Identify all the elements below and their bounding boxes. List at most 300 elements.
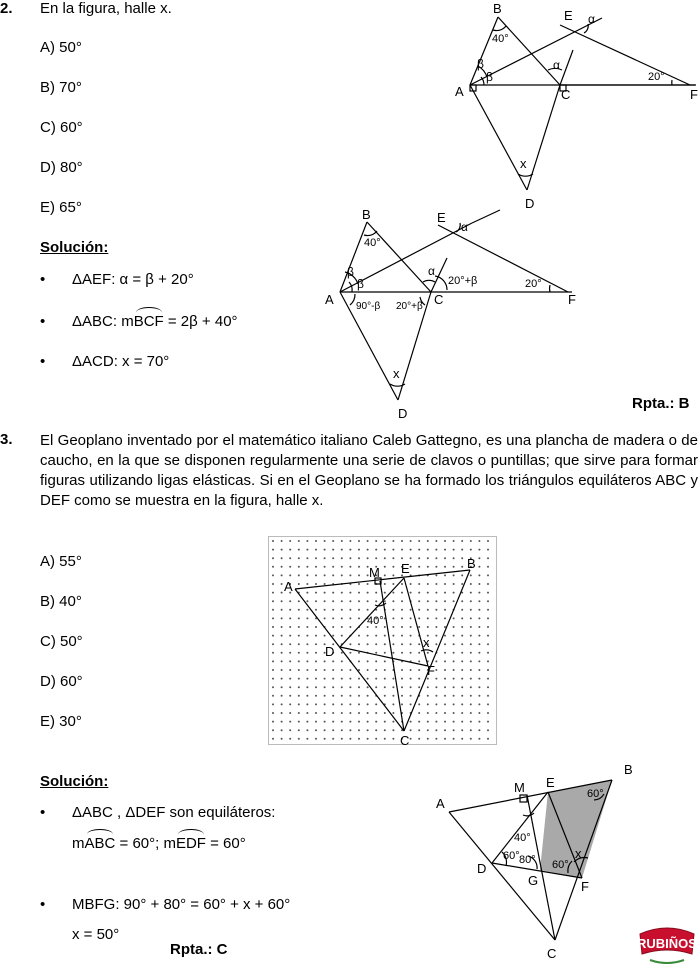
peg <box>444 583 446 585</box>
peg <box>384 574 386 576</box>
peg <box>461 695 463 697</box>
peg <box>315 712 317 714</box>
peg <box>487 652 489 654</box>
peg <box>392 721 394 723</box>
peg <box>341 669 343 671</box>
peg <box>341 712 343 714</box>
peg <box>392 557 394 559</box>
peg <box>341 574 343 576</box>
peg <box>410 540 412 542</box>
peg <box>478 600 480 602</box>
peg <box>315 609 317 611</box>
peg <box>392 617 394 619</box>
option-d: D) 60° <box>40 673 83 690</box>
peg <box>298 686 300 688</box>
peg <box>461 574 463 576</box>
peg <box>435 643 437 645</box>
peg <box>384 540 386 542</box>
peg <box>332 600 334 602</box>
geometry-figure-3 <box>430 760 650 965</box>
peg <box>470 686 472 688</box>
peg <box>435 695 437 697</box>
solution-title: Solución: <box>40 239 109 256</box>
peg <box>461 635 463 637</box>
peg <box>272 695 274 697</box>
peg <box>453 703 455 705</box>
peg <box>453 652 455 654</box>
peg <box>332 712 334 714</box>
peg <box>384 592 386 594</box>
peg <box>324 540 326 542</box>
label-A: A <box>436 796 445 811</box>
peg <box>470 617 472 619</box>
peg <box>272 617 274 619</box>
peg <box>401 592 403 594</box>
peg <box>298 626 300 628</box>
peg <box>427 695 429 697</box>
peg <box>487 721 489 723</box>
peg <box>349 609 351 611</box>
peg <box>453 600 455 602</box>
peg <box>435 600 437 602</box>
peg <box>444 712 446 714</box>
peg <box>418 721 420 723</box>
label-C: C <box>547 946 557 961</box>
peg <box>298 600 300 602</box>
peg <box>435 574 437 576</box>
label-A: A <box>284 579 293 594</box>
peg <box>401 686 403 688</box>
peg <box>289 660 291 662</box>
peg <box>367 721 369 723</box>
peg <box>289 643 291 645</box>
peg <box>306 738 308 740</box>
peg <box>470 549 472 551</box>
peg <box>410 566 412 568</box>
peg <box>306 540 308 542</box>
peg <box>435 678 437 680</box>
angle-40: 40° <box>367 615 384 627</box>
peg <box>461 540 463 542</box>
peg <box>272 626 274 628</box>
peg <box>427 557 429 559</box>
peg <box>298 721 300 723</box>
peg <box>418 643 420 645</box>
peg <box>478 566 480 568</box>
peg <box>401 643 403 645</box>
peg <box>478 712 480 714</box>
peg <box>289 617 291 619</box>
option-a: A) 55° <box>40 553 82 570</box>
peg <box>306 609 308 611</box>
peg <box>418 678 420 680</box>
label-B: B <box>467 556 476 571</box>
solution-step-1: ΔAEF: α = β + 20° <box>72 271 194 288</box>
peg <box>324 635 326 637</box>
angle-beta: β <box>477 57 484 71</box>
peg <box>315 540 317 542</box>
peg <box>324 592 326 594</box>
peg <box>478 695 480 697</box>
angle-40: 40° <box>364 237 381 249</box>
peg <box>272 540 274 542</box>
peg <box>384 652 386 654</box>
peg <box>332 566 334 568</box>
peg <box>358 712 360 714</box>
peg <box>298 678 300 680</box>
peg <box>435 729 437 731</box>
peg <box>349 678 351 680</box>
peg <box>298 643 300 645</box>
peg <box>392 729 394 731</box>
peg <box>375 643 377 645</box>
peg <box>289 557 291 559</box>
peg <box>418 729 420 731</box>
peg <box>341 660 343 662</box>
solution-step: • <box>40 353 46 370</box>
peg <box>384 660 386 662</box>
peg <box>324 703 326 705</box>
angle-alpha: α <box>461 220 468 234</box>
option-b: B) 70° <box>40 79 82 96</box>
peg <box>367 738 369 740</box>
peg <box>281 643 283 645</box>
peg <box>358 592 360 594</box>
arc-notation: BCF <box>133 313 164 330</box>
peg <box>427 600 429 602</box>
peg <box>324 574 326 576</box>
peg <box>281 678 283 680</box>
peg <box>341 678 343 680</box>
peg <box>358 600 360 602</box>
peg <box>444 721 446 723</box>
angle-beta: β <box>357 277 364 291</box>
peg <box>478 660 480 662</box>
peg <box>401 583 403 585</box>
publisher-logo <box>636 918 698 970</box>
peg <box>332 617 334 619</box>
peg <box>453 566 455 568</box>
peg <box>298 574 300 576</box>
peg <box>281 695 283 697</box>
peg <box>324 600 326 602</box>
peg <box>289 738 291 740</box>
peg <box>487 626 489 628</box>
peg <box>306 703 308 705</box>
peg <box>392 695 394 697</box>
peg <box>375 600 377 602</box>
label-E: E <box>401 561 410 576</box>
peg <box>401 626 403 628</box>
label-B: B <box>624 762 633 777</box>
peg <box>272 566 274 568</box>
angle-x: x <box>423 635 430 650</box>
label-A: A <box>455 84 464 99</box>
peg <box>341 652 343 654</box>
peg <box>298 660 300 662</box>
question-paragraph: El Geoplano inventado por el matemático italiano Caleb Gattegno, es una plancha de madera o de caucho, en la que se disponen regularmente una serie de clavos o puntillas; que sirve para formar figuras utilizando ligas elásticas. Si en el Geoplano se ha formado los triángulos equiláteros ABC y DEF como se muestra en la figura, halle x. <box>40 432 698 509</box>
peg <box>315 566 317 568</box>
peg <box>315 635 317 637</box>
peg <box>427 609 429 611</box>
peg <box>324 557 326 559</box>
peg <box>478 678 480 680</box>
peg <box>444 540 446 542</box>
peg <box>384 566 386 568</box>
peg <box>487 557 489 559</box>
peg <box>306 643 308 645</box>
peg <box>315 729 317 731</box>
peg <box>332 686 334 688</box>
peg <box>392 574 394 576</box>
peg <box>470 678 472 680</box>
peg <box>289 574 291 576</box>
solution-step-1: ΔABC , ΔDEF son equiláteros: <box>72 804 276 821</box>
peg <box>349 592 351 594</box>
peg <box>470 609 472 611</box>
peg <box>289 600 291 602</box>
peg <box>392 635 394 637</box>
answer: Rpta.: B <box>632 395 690 412</box>
peg <box>367 609 369 611</box>
peg <box>470 712 472 714</box>
peg <box>427 652 429 654</box>
peg <box>341 609 343 611</box>
peg <box>427 729 429 731</box>
peg <box>392 592 394 594</box>
peg <box>410 635 412 637</box>
peg <box>461 686 463 688</box>
peg <box>444 574 446 576</box>
peg <box>324 738 326 740</box>
peg <box>341 703 343 705</box>
angle-beta: β <box>486 70 493 84</box>
peg <box>298 703 300 705</box>
peg <box>341 592 343 594</box>
peg <box>461 660 463 662</box>
peg <box>306 574 308 576</box>
angle-20: 20° <box>525 278 542 290</box>
answer: Rpta.: C <box>170 941 228 958</box>
peg <box>461 626 463 628</box>
peg <box>470 695 472 697</box>
peg <box>427 566 429 568</box>
peg <box>427 703 429 705</box>
peg <box>487 695 489 697</box>
peg <box>410 549 412 551</box>
peg <box>358 652 360 654</box>
peg <box>418 652 420 654</box>
geoplano-figure <box>268 536 498 746</box>
peg <box>418 540 420 542</box>
peg <box>470 738 472 740</box>
peg <box>349 600 351 602</box>
peg <box>332 721 334 723</box>
peg <box>444 652 446 654</box>
peg <box>418 626 420 628</box>
peg <box>435 617 437 619</box>
peg <box>461 617 463 619</box>
peg <box>401 695 403 697</box>
peg <box>478 557 480 559</box>
peg <box>315 549 317 551</box>
peg <box>298 609 300 611</box>
peg <box>324 669 326 671</box>
peg <box>315 686 317 688</box>
peg <box>341 635 343 637</box>
peg <box>358 583 360 585</box>
peg <box>453 738 455 740</box>
peg <box>487 617 489 619</box>
peg <box>341 695 343 697</box>
peg <box>384 738 386 740</box>
solution-step-3: ΔACD: x = 70° <box>72 353 170 370</box>
peg <box>341 540 343 542</box>
peg <box>324 566 326 568</box>
peg <box>349 617 351 619</box>
peg <box>332 609 334 611</box>
label-B: B <box>493 1 502 16</box>
peg <box>410 738 412 740</box>
peg <box>410 583 412 585</box>
geometry-figure-2 <box>320 205 620 422</box>
peg <box>289 678 291 680</box>
peg <box>478 703 480 705</box>
peg <box>427 583 429 585</box>
peg <box>461 703 463 705</box>
peg <box>367 540 369 542</box>
peg <box>418 669 420 671</box>
peg <box>349 712 351 714</box>
angle-x: x <box>575 846 582 861</box>
peg <box>461 643 463 645</box>
peg <box>358 557 360 559</box>
peg <box>435 583 437 585</box>
peg <box>461 600 463 602</box>
peg <box>375 549 377 551</box>
peg <box>384 729 386 731</box>
peg <box>401 703 403 705</box>
peg <box>289 669 291 671</box>
peg <box>349 540 351 542</box>
peg <box>478 574 480 576</box>
peg <box>453 721 455 723</box>
peg <box>341 626 343 628</box>
peg <box>461 669 463 671</box>
peg <box>324 609 326 611</box>
peg <box>444 549 446 551</box>
peg <box>298 652 300 654</box>
peg <box>392 549 394 551</box>
peg <box>435 557 437 559</box>
option-a: A) 50° <box>40 39 82 56</box>
angle-60: 60° <box>587 788 604 800</box>
option-c: C) 60° <box>40 119 83 136</box>
peg <box>384 678 386 680</box>
angle-60: 60° <box>552 859 569 871</box>
angle-alpha: α <box>428 264 435 278</box>
peg <box>315 600 317 602</box>
peg <box>410 592 412 594</box>
peg <box>401 617 403 619</box>
peg <box>461 729 463 731</box>
peg <box>289 540 291 542</box>
peg <box>349 549 351 551</box>
peg <box>418 617 420 619</box>
peg <box>332 678 334 680</box>
peg <box>444 738 446 740</box>
label-F: F <box>568 292 576 307</box>
peg <box>349 557 351 559</box>
label-F: F <box>427 663 435 678</box>
peg <box>306 592 308 594</box>
peg <box>453 617 455 619</box>
peg <box>384 643 386 645</box>
peg <box>298 540 300 542</box>
peg <box>306 626 308 628</box>
peg <box>367 695 369 697</box>
peg <box>358 540 360 542</box>
peg <box>478 592 480 594</box>
peg <box>435 721 437 723</box>
peg <box>392 712 394 714</box>
peg <box>281 583 283 585</box>
peg <box>470 592 472 594</box>
peg <box>435 712 437 714</box>
peg <box>375 678 377 680</box>
peg <box>453 574 455 576</box>
option-c: C) 50° <box>40 633 83 650</box>
peg <box>298 617 300 619</box>
arc-notation: EDF <box>175 835 206 852</box>
peg <box>453 635 455 637</box>
peg <box>367 660 369 662</box>
peg <box>349 721 351 723</box>
peg <box>384 721 386 723</box>
peg <box>367 729 369 731</box>
peg <box>272 549 274 551</box>
peg <box>478 635 480 637</box>
peg <box>281 626 283 628</box>
peg <box>410 617 412 619</box>
peg <box>461 678 463 680</box>
peg <box>367 669 369 671</box>
peg <box>358 574 360 576</box>
peg <box>349 686 351 688</box>
peg <box>272 712 274 714</box>
angle-label: 90°-β <box>356 301 381 312</box>
peg <box>358 566 360 568</box>
peg <box>410 643 412 645</box>
peg <box>461 712 463 714</box>
peg <box>298 566 300 568</box>
peg <box>272 643 274 645</box>
peg <box>461 566 463 568</box>
peg <box>461 583 463 585</box>
angle-80: 80° <box>519 854 536 866</box>
peg <box>487 635 489 637</box>
peg <box>444 617 446 619</box>
peg <box>375 660 377 662</box>
peg <box>487 592 489 594</box>
peg <box>418 583 420 585</box>
peg <box>435 669 437 671</box>
angle-60: 60° <box>503 850 520 862</box>
peg <box>358 703 360 705</box>
peg <box>384 600 386 602</box>
peg <box>392 652 394 654</box>
peg <box>392 643 394 645</box>
